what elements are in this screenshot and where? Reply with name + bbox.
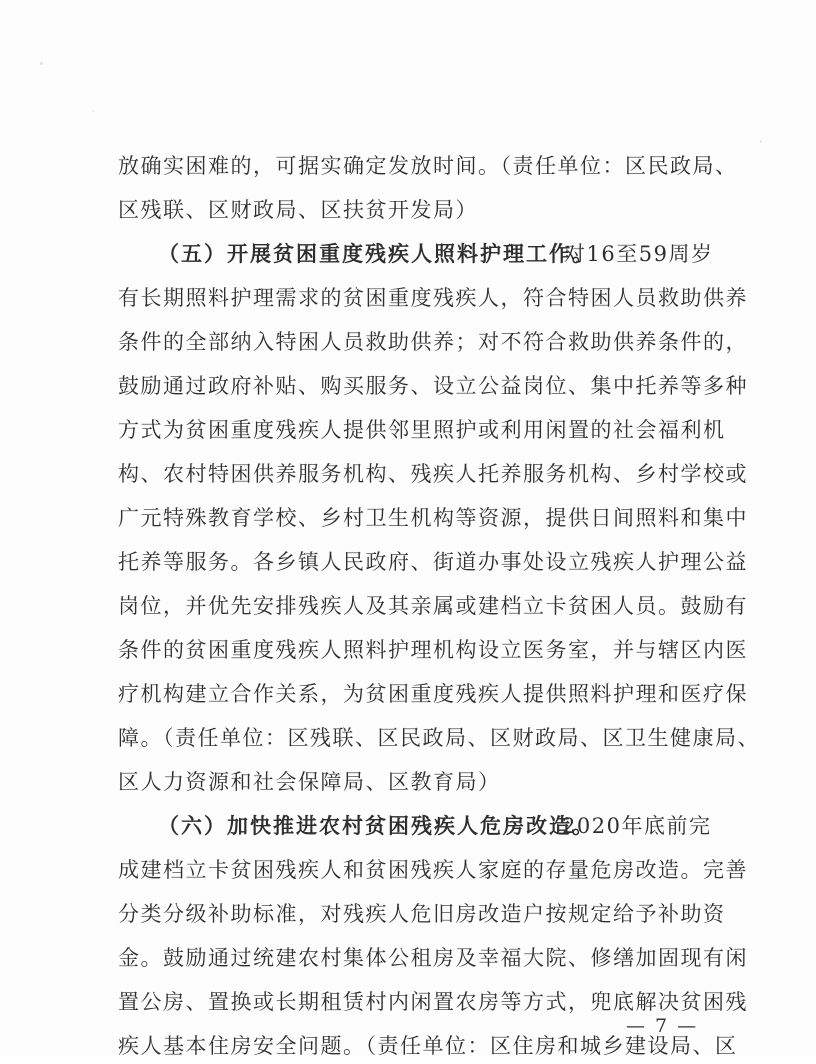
text-line: 鼓励通过政府补贴、购买服务、设立公益岗位、集中托养等多种 — [118, 374, 748, 398]
text-line: 疗机构建立合作关系，为贫困重度残疾人提供照料护理和医疗保 — [118, 682, 748, 706]
text-line: 条件的全部纳入特困人员救助供养；对不符合救助供养条件的， — [118, 330, 748, 354]
section-heading-6: （六）加快推进农村贫困残疾人危房改造。 — [158, 813, 595, 838]
text-line: 构、农村特困供养服务机构、残疾人托养服务机构、乡村学校或 — [118, 462, 748, 486]
text-line: 疾人基本住房安全问题。（责任单位：区住房和城乡建设局、区 — [118, 1034, 738, 1058]
section-heading-5: （五）开展贫困重度残疾人照料护理工作。 — [158, 241, 595, 266]
text-line: 金。鼓励通过统建农村集体公租房及幸福大院、修缮加固现有闲 — [118, 946, 748, 970]
text-line: 区残联、区财政局、区扶贫开发局） — [118, 198, 478, 222]
text-line: 置公房、置换或长期租赁村内闲置农房等方式，兜底解决贫困残 — [118, 990, 748, 1014]
text-line: 对16至59周岁 — [564, 242, 714, 266]
text-line: 成建档立卡贫困残疾人和贫困残疾人家庭的存量危房改造。完善 — [118, 858, 748, 882]
text-line: 条件的贫困重度残疾人照料护理机构设立医务室，并与辖区内医 — [118, 638, 748, 662]
scan-speck — [760, 140, 762, 143]
text-line: 障。（责任单位：区残联、区民政局、区财政局、区卫生健康局、 — [118, 726, 760, 750]
text-line: 区人力资源和社会保障局、区教育局） — [118, 770, 501, 794]
scan-speck — [40, 62, 43, 65]
text-line: 分类分级补助标准，对残疾人危旧房改造户按规定给予补助资 — [118, 902, 726, 926]
text-line: 托养等服务。各乡镇人民政府、街道办事处设立残疾人护理公益 — [118, 550, 748, 574]
text-line: 有长期照料护理需求的贫困重度残疾人，符合特困人员救助供养 — [118, 286, 748, 310]
text-line: 岗位，并优先安排残疾人及其亲属或建档立卡贫困人员。鼓励有 — [118, 594, 748, 618]
text-line: 2020年底前完 — [562, 814, 712, 838]
text-line: 放确实困难的，可据实确定发放时间。（责任单位：区民政局、 — [118, 154, 738, 178]
scan-speck — [92, 110, 94, 112]
text-line: 方式为贫困重度残疾人提供邻里照护或利用闲置的社会福利机 — [118, 418, 726, 442]
page-number: — 7 — — [626, 1015, 699, 1037]
text-line: 广元特殊教育学校、乡村卫生机构等资源，提供日间照料和集中 — [118, 506, 748, 530]
